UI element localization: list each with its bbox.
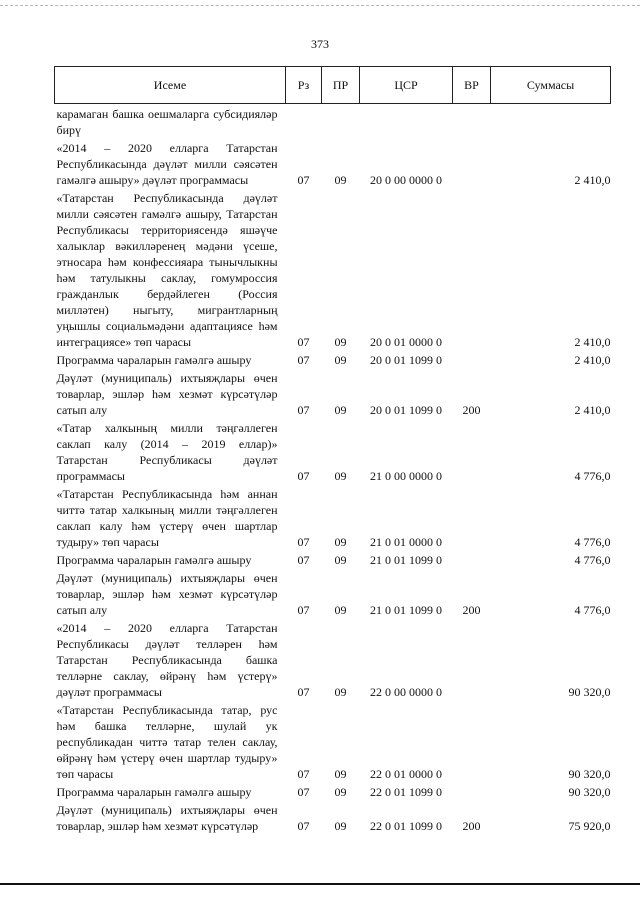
row-pr: 09 bbox=[334, 603, 347, 617]
row-csr: 22 0 00 0000 0 bbox=[370, 685, 442, 699]
row-pr: 09 bbox=[334, 469, 347, 483]
table-row bbox=[55, 138, 611, 188]
row-sum: 2 410,0 bbox=[574, 173, 611, 187]
row-sum: 75 920,0 bbox=[568, 819, 611, 833]
header-rz: Рз bbox=[286, 67, 322, 104]
row-rz: 07 bbox=[297, 685, 310, 699]
row-name: «Татарстан Республикасында дәүләт милли сәясәтен гамәлгә ашыру, Татарстан Республикасы территориясендә яшәүче халыклар вәкилләренең мәдәни үсеше, этносара һәм конфессияара тынычлыкны һәм татулыкны саклау, гомумроссия гражданлык бердәйлеген (Россия милләтен) ныгыту, мигрантларның уңышлы социальмәдәни адаптациясе һәм интеграциясе» төп чарасы bbox=[56, 191, 278, 349]
row-name-cell bbox=[55, 700, 286, 782]
header-name: Исеме bbox=[55, 67, 286, 104]
table-row bbox=[55, 568, 611, 618]
header-vr: ВР bbox=[453, 67, 491, 104]
row-pr: 09 bbox=[334, 403, 347, 417]
row-pr: 09 bbox=[334, 767, 347, 781]
row-rz: 07 bbox=[297, 403, 310, 417]
budget-table bbox=[54, 66, 611, 834]
row-vr bbox=[453, 104, 491, 139]
row-csr: 21 0 01 1099 0 bbox=[370, 553, 442, 567]
row-rz: 07 bbox=[297, 819, 310, 833]
row-rz: 07 bbox=[297, 535, 310, 549]
row-rz: 07 bbox=[297, 553, 310, 567]
row-pr: 09 bbox=[334, 173, 347, 187]
row-csr: 21 0 01 0000 0 bbox=[370, 535, 442, 549]
row-name: Программа чараларын гамәлгә ашыру bbox=[56, 553, 252, 567]
row-name-cell bbox=[55, 138, 286, 188]
table-row bbox=[55, 618, 611, 700]
row-sum: 2 410,0 bbox=[574, 335, 611, 349]
row-rz: 07 bbox=[297, 767, 310, 781]
row-name-cell bbox=[55, 800, 286, 834]
row-name: «2014 – 2020 елларга Татарстан Республикасы дәүләт телләрен һәм Татарстан Республикасында башка телләрне саклау, өйрәнү һәм үстерү» дәүләт программасы bbox=[56, 621, 278, 699]
row-pr: 09 bbox=[334, 535, 347, 549]
table-row bbox=[55, 550, 611, 568]
row-name-cell bbox=[55, 368, 286, 418]
row-sum: 4 776,0 bbox=[574, 469, 611, 483]
bottom-scan-line bbox=[0, 883, 640, 885]
table-row bbox=[55, 800, 611, 834]
row-name: карамаган башка оешмаларга субсидияләр бирү bbox=[56, 107, 278, 137]
row-csr: 20 0 00 0000 0 bbox=[370, 173, 442, 187]
row-sum: 2 410,0 bbox=[574, 353, 611, 367]
row-vr bbox=[453, 782, 491, 800]
row-vr bbox=[453, 138, 491, 188]
table-row bbox=[55, 368, 611, 418]
row-rz: 07 bbox=[297, 173, 310, 187]
row-pr: 09 bbox=[334, 353, 347, 367]
row-sum: 4 776,0 bbox=[574, 603, 611, 617]
row-csr bbox=[360, 104, 453, 139]
row-pr: 09 bbox=[334, 785, 347, 799]
table-row bbox=[55, 104, 611, 139]
row-vr bbox=[453, 618, 491, 700]
row-name-cell bbox=[55, 350, 286, 368]
row-name-cell bbox=[55, 782, 286, 800]
row-vr bbox=[453, 484, 491, 550]
row-vr: 200 bbox=[462, 403, 481, 417]
row-vr: 200 bbox=[462, 603, 481, 617]
row-name: Дәүләт (муниципаль) ихтыяҗлары өчен товарлар, эшләр һәм хезмәт күрсәтүләр сатып алу bbox=[56, 371, 278, 417]
row-name: «2014 – 2020 елларга Татарстан Республикасында дәүләт милли сәясәтен гамәлгә ашыру» дәүләт программасы bbox=[56, 141, 278, 187]
row-name: «Татар халкының милли тәңгәллеген саклап калу (2014 – 2019 еллар)» Татарстан Республикасы дәүләт программасы bbox=[56, 421, 278, 483]
row-sum: 90 320,0 bbox=[568, 785, 611, 799]
row-name: Дәүләт (муниципаль) ихтыяҗлары өчен товарлар, эшләр һәм хезмәт күрсәтүләр bbox=[56, 803, 278, 833]
top-scan-line bbox=[0, 5, 640, 6]
row-vr bbox=[453, 550, 491, 568]
row-name: Дәүләт (муниципаль) ихтыяҗлары өчен товарлар, эшләр һәм хезмәт күрсәтүләр сатып алу bbox=[56, 571, 278, 617]
row-name-cell bbox=[55, 550, 286, 568]
row-sum: 2 410,0 bbox=[574, 403, 611, 417]
row-sum: 90 320,0 bbox=[568, 685, 611, 699]
row-vr: 200 bbox=[462, 819, 481, 833]
row-pr: 09 bbox=[334, 685, 347, 699]
row-pr bbox=[322, 104, 360, 139]
row-sum: 90 320,0 bbox=[568, 767, 611, 781]
row-name-cell bbox=[55, 568, 286, 618]
row-csr: 22 0 01 1099 0 bbox=[370, 785, 442, 799]
page-number: 373 bbox=[311, 37, 329, 51]
row-name-cell bbox=[55, 484, 286, 550]
row-csr: 22 0 01 1099 0 bbox=[370, 819, 442, 833]
row-rz bbox=[286, 104, 322, 139]
row-vr bbox=[453, 700, 491, 782]
row-sum: 4 776,0 bbox=[574, 535, 611, 549]
row-csr: 20 0 01 1099 0 bbox=[370, 353, 442, 367]
table-row bbox=[55, 484, 611, 550]
row-rz: 07 bbox=[297, 603, 310, 617]
table-row bbox=[55, 188, 611, 350]
table-row bbox=[55, 350, 611, 368]
header-sum: Суммасы bbox=[491, 67, 611, 104]
row-rz: 07 bbox=[297, 469, 310, 483]
row-name-cell bbox=[55, 418, 286, 484]
header-csr: ЦСР bbox=[360, 67, 453, 104]
row-pr: 09 bbox=[334, 335, 347, 349]
row-name-cell bbox=[55, 188, 286, 350]
row-name: «Татарстан Республикасында татар, рус һәм башка телләрне, шулай ук республикадан читтә татар телен саклау, өйрәнү һәм үстерү өчен шартлар тудыру» төп чарасы bbox=[56, 703, 278, 781]
header-pr: ПР bbox=[322, 67, 360, 104]
row-csr: 22 0 01 0000 0 bbox=[370, 767, 442, 781]
row-csr: 21 0 00 0000 0 bbox=[370, 469, 442, 483]
row-name: Программа чараларын гамәлгә ашыру bbox=[56, 785, 252, 799]
row-sum bbox=[491, 104, 611, 139]
row-rz: 07 bbox=[297, 785, 310, 799]
row-rz: 07 bbox=[297, 353, 310, 367]
row-name: Программа чараларын гамәлгә ашыру bbox=[56, 353, 252, 367]
row-pr: 09 bbox=[334, 819, 347, 833]
row-rz: 07 bbox=[297, 335, 310, 349]
table-body bbox=[55, 104, 611, 835]
row-csr: 21 0 01 1099 0 bbox=[370, 603, 442, 617]
row-pr: 09 bbox=[334, 553, 347, 567]
row-sum: 4 776,0 bbox=[574, 553, 611, 567]
row-vr bbox=[453, 418, 491, 484]
row-name-cell bbox=[55, 618, 286, 700]
table-row bbox=[55, 782, 611, 800]
row-csr: 20 0 01 0000 0 bbox=[370, 335, 442, 349]
row-vr bbox=[453, 350, 491, 368]
row-name: «Татарстан Республикасында һәм аннан читтә татар халкының милли тәңгәллеген саклап калу һәм үстерү өчен шартлар тудыру» төп чарасы bbox=[56, 487, 278, 549]
row-vr bbox=[453, 188, 491, 350]
row-name-cell bbox=[55, 104, 286, 139]
table-header bbox=[55, 67, 611, 104]
row-csr: 20 0 01 1099 0 bbox=[370, 403, 442, 417]
table-row bbox=[55, 418, 611, 484]
table-row bbox=[55, 700, 611, 782]
